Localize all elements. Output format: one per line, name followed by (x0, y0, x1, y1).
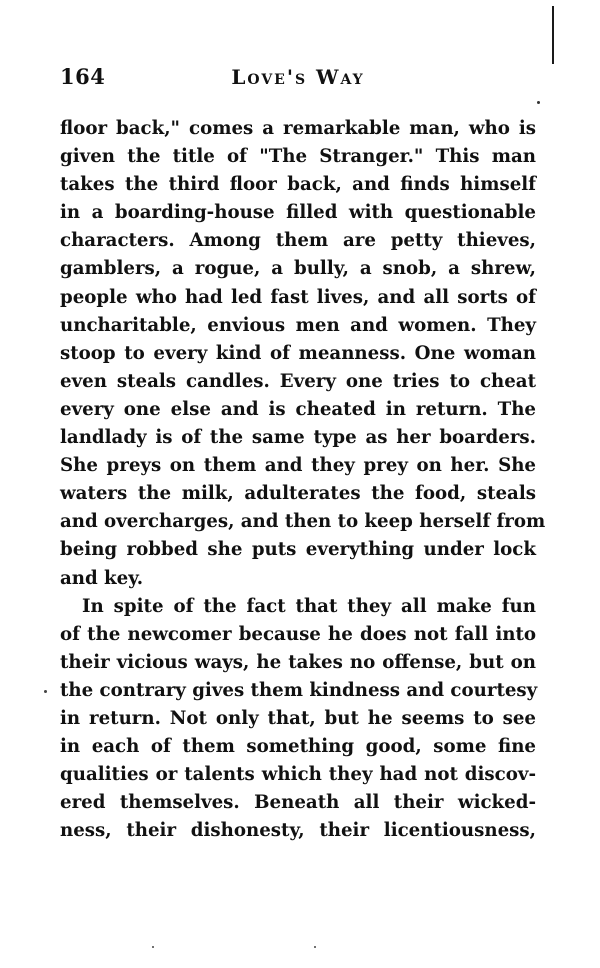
text-line: qualities or talents which they had not discov- (60, 764, 536, 786)
paragraph-end-line: and key. (60, 567, 144, 589)
text-line: even steals candles. Every one tries to cheat (60, 370, 536, 392)
text-line: their vicious ways, he takes no offense, but on (60, 651, 536, 673)
text-line: takes the third floor back, and finds himself (60, 174, 536, 196)
text-line: people who had led fast lives, and all sorts of (60, 286, 536, 308)
text-line: She preys on them and they prey on her. She (60, 455, 536, 477)
text-line: and overcharges, and then to keep herself from (60, 511, 546, 533)
margin-mark (552, 6, 554, 64)
bottom-speck (314, 946, 316, 948)
text-line: in each of them something good, some fine (60, 736, 536, 758)
text-line: waters the milk, adulterates the food, steals (60, 483, 536, 505)
body-text (60, 115, 546, 845)
header-dot (537, 101, 540, 104)
text-line: the contrary gives them kindness and courtesy (60, 679, 538, 701)
text-line: floor back," comes a remarkable man, who is (60, 118, 536, 139)
text-line: being robbed she puts everything under lock (60, 539, 536, 561)
text-line: of the newcomer because he does not fall into (60, 623, 536, 645)
text-line: in a boarding-house filled with questionable (60, 202, 536, 224)
text-line: in return. Not only that, but he seems to see (60, 707, 536, 729)
text-line: given the title of "The Stranger." This man (60, 146, 536, 168)
text-line: stoop to every kind of meanness. One woman (60, 342, 536, 364)
paragraph-start-line: In spite of the fact that they all make fun (82, 595, 536, 617)
margin-speck (44, 690, 47, 693)
bottom-speck (152, 946, 154, 948)
page-number: 164 (60, 64, 106, 89)
text-line: landlady is of the same type as her boarders. (60, 427, 536, 449)
running-title: Love's Way (231, 65, 365, 89)
text-line: ness, their dishonesty, their licentiousness, (60, 820, 536, 842)
text-line: uncharitable, envious men and women. They (60, 314, 536, 336)
page-header (60, 64, 536, 94)
text-line: characters. Among them are petty thieves, (60, 230, 536, 252)
text-line: ered themselves. Beneath all their wicked- (60, 792, 536, 814)
text-line: every one else and is cheated in return. The (60, 398, 536, 420)
text-line: gamblers, a rogue, a bully, a snob, a shrew, (60, 258, 536, 280)
